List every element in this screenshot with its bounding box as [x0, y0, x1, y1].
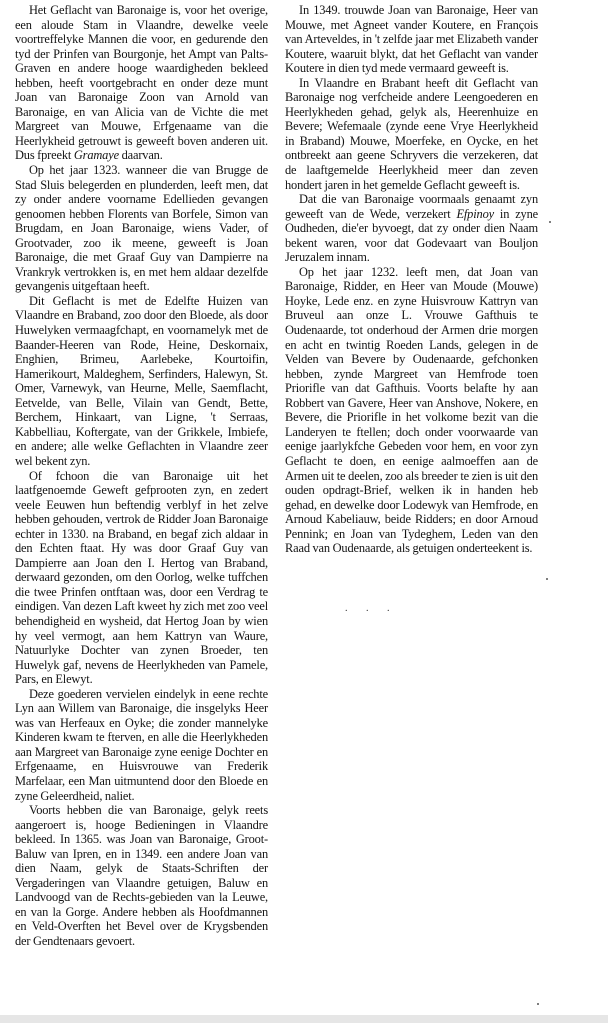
- paragraph-text: Het Geflacht van Baronaige is, voor het overige, een aloude Stam in Vlaandre, dewelke veele voortreffelyke Mannen die voor, en gedurende den tyd der Prinfen van Bourgonje, het Ampt van Palts-Graven en andere hooge waardigheden bekleed hebben, heeft voortgebracht en onder deze munt Joan van Baronaige Zoon van Arnold van Baronaige, en van Alicia van de Vichte die met Margreet van Mouwe, Erfgenaame van die Heerlykheid getrouwt is geweeft boven anderen uit. Dus fpreekt: [15, 3, 268, 163]
- paragraph: Op het jaar 1323. wanneer die van Brugge de Stad Sluis belegerden en plunderden, leeft men, dat zy onder andere voorname Edellieden gevangen genoomen hebben Florents van Borfele, Simon van Brugdam, en Joan Baronaige, wiens Vader, of Grootvader, zoo ik meene, geweeft is Joan Baronaige, die met Graaf Guy van Dampierre na Vrankryk vertrokken is, en met hem aldaar dezelfde gevangenis uitgeftaan heeft.: [15, 163, 268, 294]
- paragraph-text-tail: daarvan.: [118, 148, 163, 163]
- paragraph: Dit Geflacht is met de Edelfte Huizen van Vlaandre en Braband, zoo door den Bloede, als door Huwelyken vermaagfchapt, en voornamelyk met de Baander-Heeren van Rode, Heine, Deskornaix, Enghien, Brimeu, Aarlebeke, Kourtoifin, Hamerikourt, Maldeghem, Serfinders, Halewyn, St. Omer, Varnewyk, van Heurne, Melle, Saemflacht, Eetvelde, van Belle, Vilain van Gendt, Bette, Berchem, Hinkaart, van Ligne, 't Serraas, Kabbelliau, Koftergate, van der Grikkele, Imbiefe, en andere; alle welke Geflachten in Vlaandre zeer wel bekent zyn.: [15, 293, 268, 468]
- right-text-column: [285, 3, 538, 556]
- paragraph: [285, 192, 538, 265]
- paragraph: Of fchoon die van Baronaige uit het laatfgenoemde Geweft gefprooten zyn, en zedert veele Eeuwen hun beftendig verblyf in het zelve hebben gehouden, vertrok de Ridder Joan Baronaige echter in 1330. na Braband, en begaf zich aldaar in den Echten ftaat. Hy was door Graaf Guy van Dampierre aan Joan den I. Hertog van Braband, derwaard gezonden, om den Oorlog, welke tuffchen die twee Prinfen ontftaan was, door een Verdrag te eindigen. Van dezen Laft kweet hy zich met zoo veel behendigheid en wysheid, dat Hertog Joan by wien hy veel vermogt, aan hem Kattryn van Waure, Natuurlyke Dochter van zynen Broeder, ten Huwelyk gaf, nevens de Heerlykheden van Pamele, Pars, en Elewyt.: [15, 468, 268, 687]
- end-ornament: . . .: [345, 603, 398, 614]
- paragraph: Deze goederen vervielen eindelyk in eene rechte Lyn aan Willem van Baronaige, die insgelyks Heer was van Herfeaux en Oyke; die zonder mannelyke Kinderen kwam te fterven, en alle die Heerlykheden aan Margreet van Baronaige zyne eenige Dochter en Erfgenaame, en Huisvrouwe van Frederik Marfelaar, een Man uitmuntend door den Bloede en zyne Geleerdheid, naliet.: [15, 686, 268, 803]
- paragraph-text-tail: in zyne Oudheden, die'er byvoegt, dat zy onder dien Naam bekent waren, voor dat Godevaart van Bouljon Jeruzalem innam.: [285, 206, 538, 265]
- paragraph: In Vlaandre en Brabant heeft dit Geflacht van Baronaige nog verfcheide andere Leengoederen en Heerlykheden gehad, gelyk als, Heerenhuize en Bevere; Wefemaale (zynde eene Vrye Heerlykheid in Braband) Mouwe, Moerfeke, en Oycke, en het ontbreekt aan geene Schryvers die verzekeren, dat de laaftgemelde Heerlykheid meer dan zeven hondert jaren in het gemelde Geflacht geweeft is.: [285, 75, 538, 192]
- stray-mark: [549, 221, 551, 223]
- stray-mark: [546, 578, 548, 580]
- paragraph: [15, 3, 268, 163]
- italic-author-name: Efpinoy: [456, 206, 494, 221]
- italic-author-name: Gramaye: [73, 148, 119, 163]
- paragraph-text: Dat die van Baronaige voormaals genaamt zyn geweeft van de Wede, verzekert: [285, 192, 538, 221]
- left-text-column: [15, 3, 268, 949]
- page-bottom-edge: [0, 1015, 608, 1023]
- paragraph: In 1349. trouwde Joan van Baronaige, Heer van Mouwe, met Agneet vander Koutere, en François van Arteveldes, in 't zelfde jaar met Elizabeth vander Koutere, waaruit blykt, dat het Geflacht van vander Koutere in dien tyd mede vermaard geweeft is.: [285, 3, 538, 76]
- paragraph: Voorts hebben die van Baronaige, gelyk reets aangeroert is, hooge Bedieningen in Vlaandre bekleed. In 1365. was Joan van Baronaige, Groot-Baluw van Ipren, en in 1349. een andere Joan van dien Naam, gelyk de Staats-Schriften der Vergaderingen van Vlaandre getuigen, Baluw en Landvoogd van de Rechts-gebieden van la Leuwe, en van la Gorge. Andere hebben als Hoofdmannen en Veld-Overften het Bevel over de Krygsbenden der Gendtenaars gevoert.: [15, 803, 268, 948]
- stray-mark: [537, 1003, 539, 1005]
- paragraph: Op het jaar 1232. leeft men, dat Joan van Baronaige, Ridder, en Heer van Moude (Mouwe) Hoyke, Lede enz. en zyne Huisvrouw Kattryn van Bruveul aan onze L. Vrouwe Gafthuis te Oudenaarde, tot onderhoud der Armen drie morgen en acht en twintig Roeden Lands, gelegen in de Velden van Bevere by Oudenaarde, gefchonken hebben, zynde Margreet van Hemfrode toen Priorifle van dat Gafthuis. Voorts belafte hy aan Robbert van Gavere, Heer van Anshove, Nokere, en Bevere, die Priorifle in het volkome bezit van die Landeryen te ftellen; doch onder voorwaarde van eenige jaarlykfche Gebeden voor hem, en voor zyn Geflacht te doen, en eenige aalmoeffen aan de Armen uit te deelen, zoo als breeder te zien is uit den ouden opdragt-Brief, welken ik in handen heb gehad, en dewelke door Lodewyk van Hemfrode, en Arnoud Kabeliauw, beide Ridders; en door Arnoud Pennink; en Joan van Tydeghem, Leden van den Raad van Oudenaarde, als getuigen onderteekent is.: [285, 264, 538, 556]
